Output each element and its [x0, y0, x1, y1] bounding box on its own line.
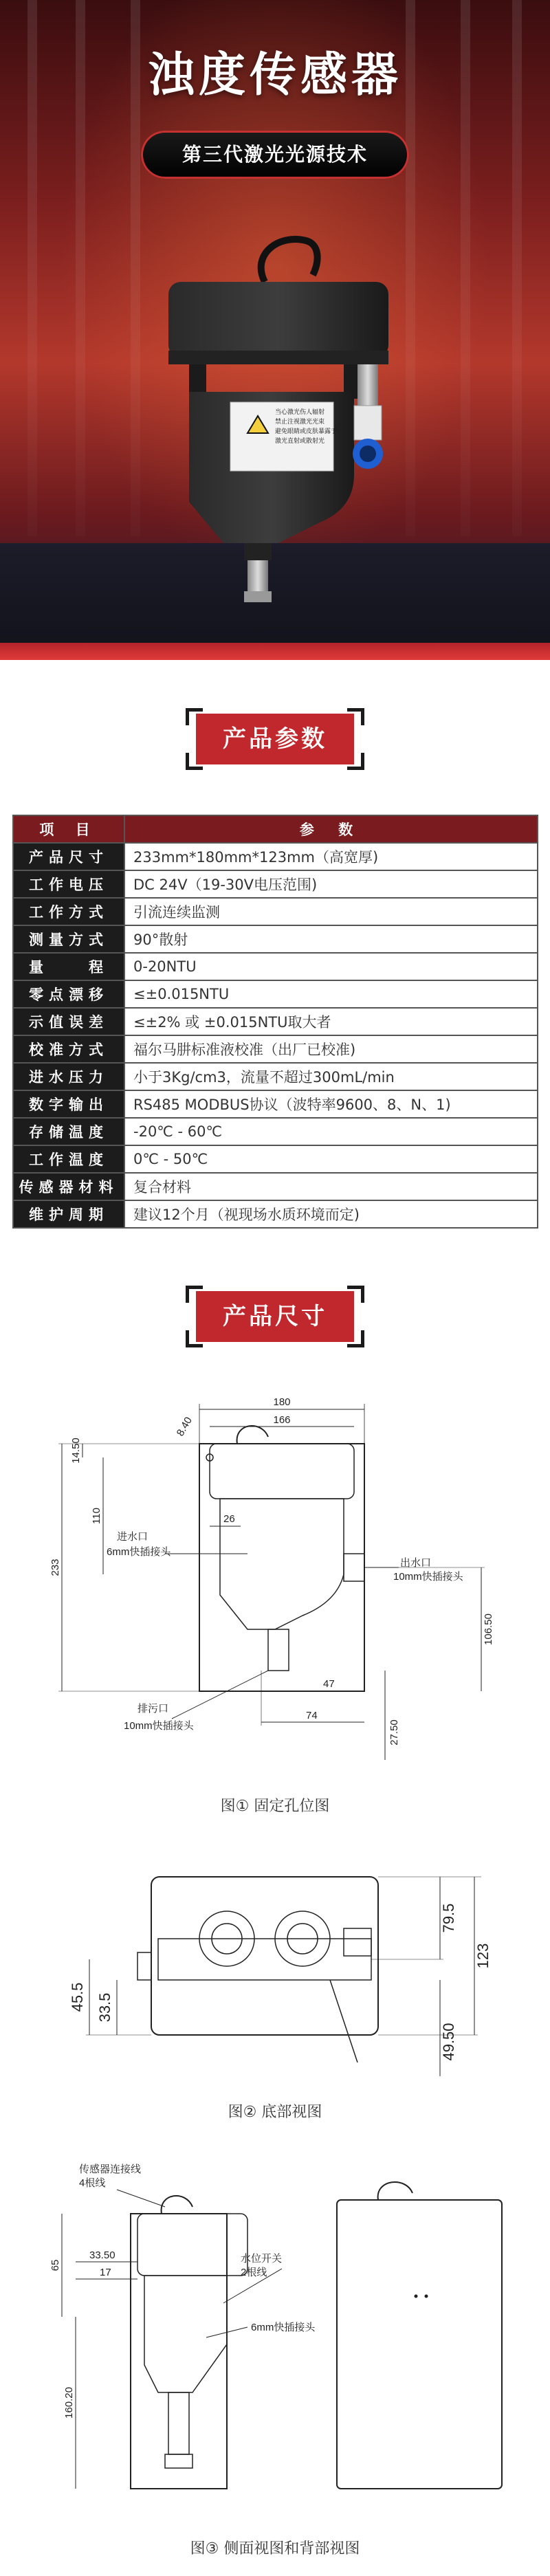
- spec-value: 引流连续监测: [124, 898, 538, 925]
- table-row: [13, 1008, 538, 1035]
- table-row: [13, 1063, 538, 1090]
- dim-14-50: 14.50: [70, 1438, 82, 1464]
- fig2-caption: 图② 底部视图: [228, 2104, 322, 2121]
- spec-value: 233mm*180mm*123mm（高宽厚): [124, 843, 538, 870]
- dim-47: 47: [323, 1678, 335, 1690]
- device-label-line: 避免眼睛或皮肤暴露于: [275, 428, 338, 435]
- drain-label: 排污口: [138, 1703, 169, 1715]
- table-row: [13, 980, 538, 1008]
- dim-65: 65: [50, 2259, 61, 2271]
- dim-33-5: 33.5: [96, 1992, 113, 2023]
- dim-26: 26: [223, 1513, 235, 1525]
- spec-key: 存储温度: [13, 1118, 124, 1145]
- table-row: [13, 898, 538, 925]
- level-switch-label: 水位开关: [241, 2253, 283, 2265]
- dim-180: 180: [273, 1396, 291, 1408]
- spec-key: 测量方式: [13, 925, 124, 953]
- spec-key: 校准方式: [13, 1035, 124, 1063]
- table-row: [13, 1200, 538, 1228]
- spec-key: 产品尺寸: [13, 843, 124, 870]
- spec-key: 传感器材料: [13, 1173, 124, 1200]
- dim-33-50: 33.50: [89, 2249, 116, 2261]
- dim-27-50: 27.50: [388, 1719, 400, 1746]
- spec-key: 工作温度: [13, 1145, 124, 1173]
- outlet-fitting-label: 10mm快插接头: [393, 1571, 463, 1583]
- table-header-item: 项 目: [13, 815, 124, 843]
- dim-74: 74: [306, 1710, 318, 1721]
- spec-value: -20℃ - 60℃: [124, 1118, 538, 1145]
- fig1-caption: 图① 固定孔位图: [220, 1798, 330, 1815]
- params-section-header: [186, 708, 364, 770]
- hero-subtitle: 第三代激光光源技术: [141, 131, 409, 179]
- table-row: [13, 925, 538, 953]
- dim-hole: 8.40: [174, 1415, 195, 1438]
- dim-110: 110: [91, 1508, 102, 1524]
- fig3-caption: 图③ 侧面视图和背部视图: [190, 2540, 360, 2557]
- spec-value: RS485 MODBUS协议（波特率9600、8、N、1): [124, 1090, 538, 1118]
- fitting-label: 6mm快插接头: [251, 2322, 316, 2333]
- cable-wires-label: 4根线: [79, 2177, 106, 2189]
- params-section-title: 产品参数: [196, 714, 354, 764]
- table-row: [13, 1090, 538, 1118]
- spec-value: 90°散射: [124, 925, 538, 953]
- hero-title: 浊度传感器: [147, 48, 402, 102]
- spec-value: ≤±0.015NTU: [124, 980, 538, 1008]
- table-header-row: [13, 815, 538, 843]
- dim-17: 17: [100, 2267, 111, 2278]
- outlet-label: 出水口: [400, 1557, 432, 1569]
- spec-table-body: [13, 843, 538, 1228]
- table-header-value: 参 数: [124, 815, 538, 843]
- spec-key: 示值误差: [13, 1008, 124, 1035]
- dim-79-5: 79.5: [440, 1903, 457, 1933]
- table-row: [13, 1035, 538, 1063]
- device-label-line: 当心激光伤人辐射: [275, 409, 325, 416]
- dim-106-50: 106.50: [483, 1614, 494, 1645]
- spec-value: 建议12个月（视现场水质环境而定): [124, 1200, 538, 1228]
- bottom-view-drawing: [69, 1856, 495, 2083]
- inlet-label: 进水口: [117, 1531, 148, 1543]
- table-row: [13, 1118, 538, 1145]
- hero-bottom-band: [0, 643, 550, 660]
- spec-value: DC 24V（19-30V电压范围): [124, 870, 538, 898]
- inlet-fitting-label: 6mm快插接头: [107, 1546, 171, 1558]
- drain-fitting-label: 10mm快插接头: [124, 1720, 194, 1732]
- hero-banner: [0, 0, 550, 660]
- dim-49-50: 49.50: [440, 2023, 457, 2061]
- table-row: [13, 870, 538, 898]
- table-row: [13, 953, 538, 980]
- spec-key: 进水压力: [13, 1063, 124, 1090]
- level-switch-wires-label: 2根线: [241, 2267, 267, 2278]
- spec-value: 0℃ - 50℃: [124, 1145, 538, 1173]
- spec-key: 工作方式: [13, 898, 124, 925]
- spec-value: 0-20NTU: [124, 953, 538, 980]
- fixing-holes-drawing: [41, 1396, 509, 1781]
- table-row: [13, 1173, 538, 1200]
- side-back-view-drawing: [48, 2159, 516, 2516]
- spec-key: 零点漂移: [13, 980, 124, 1008]
- dim-166: 166: [273, 1414, 291, 1426]
- spec-key: 数字输出: [13, 1090, 124, 1118]
- dim-123: 123: [474, 1943, 492, 1969]
- table-row: [13, 843, 538, 870]
- dim-45-5: 45.5: [69, 1982, 86, 2012]
- dim-160-20: 160.20: [63, 2387, 75, 2419]
- spec-key: 量 程: [13, 953, 124, 980]
- dims-section-header: [186, 1286, 364, 1347]
- dim-233: 233: [50, 1559, 61, 1576]
- spec-value: ≤±2% 或 ±0.015NTU取大者: [124, 1008, 538, 1035]
- spec-key: 工作电压: [13, 870, 124, 898]
- table-row: [13, 1145, 538, 1173]
- spec-key: 维护周期: [13, 1200, 124, 1228]
- spec-value: 福尔马肼标准液校准（出厂已校准): [124, 1035, 538, 1063]
- cable-label: 传感器连接线: [79, 2164, 142, 2175]
- device-label-line: 激光直射或散射光: [275, 438, 325, 445]
- spec-value: 复合材料: [124, 1173, 538, 1200]
- dims-section-title: 产品尺寸: [196, 1291, 354, 1342]
- spec-table: [12, 815, 538, 1229]
- turbidity-sensor-image: [148, 227, 409, 612]
- device-label-line: 禁止注视激光光束: [275, 419, 325, 426]
- spec-value: 小于3Kg/cm3，流量不超过300mL/min: [124, 1063, 538, 1090]
